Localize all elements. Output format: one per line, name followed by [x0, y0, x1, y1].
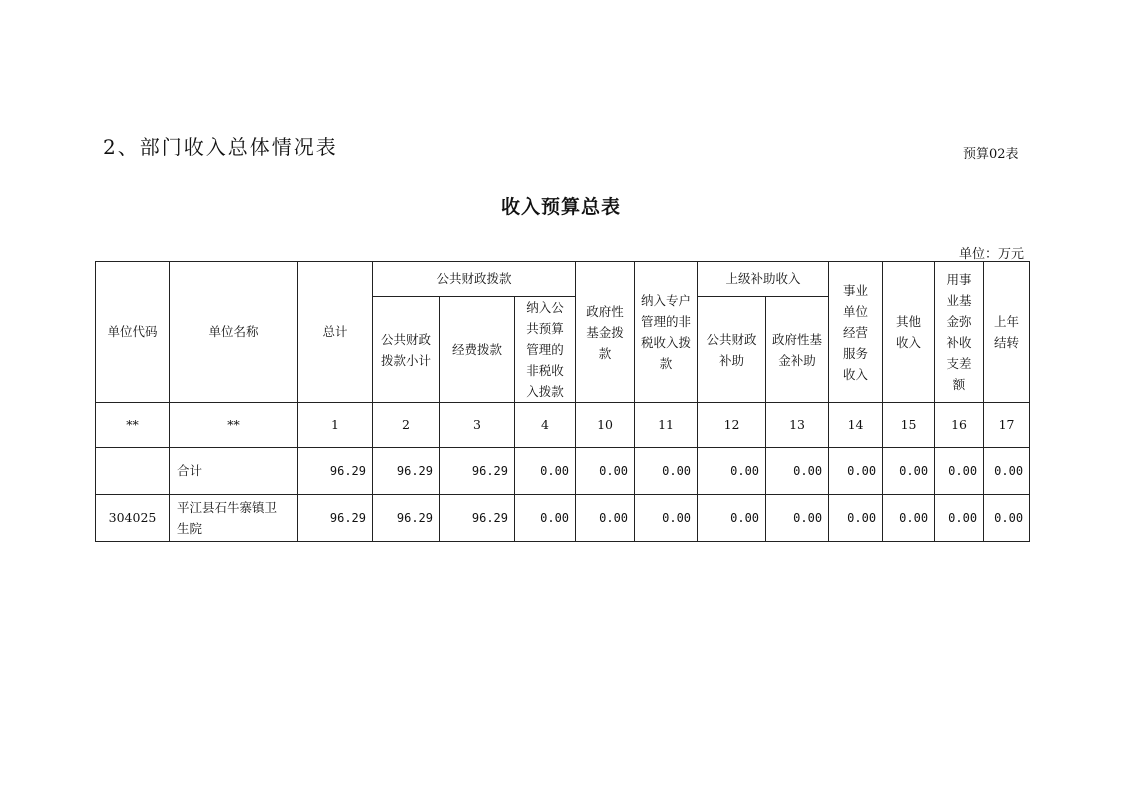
unit-code-cell	[96, 448, 170, 495]
header-total: 总计	[298, 262, 373, 403]
header-other-income: 其他收入	[883, 262, 935, 403]
unit-name-cell: 平江县石牛寨镇卫生院	[170, 495, 298, 542]
index-cell: 2	[373, 403, 440, 448]
value-cell: 0.00	[576, 448, 635, 495]
header-gov-fund: 政府性基金拨款	[576, 262, 635, 403]
header-unit-name: 单位名称	[170, 262, 298, 403]
index-cell: **	[96, 403, 170, 448]
header-funding: 经费拨款	[440, 297, 515, 403]
header-unit-code: 单位代码	[96, 262, 170, 403]
header-fund-offset: 用事业基金弥补收支差额	[935, 262, 984, 403]
value-cell: 0.00	[766, 448, 829, 495]
value-cell: 96.29	[298, 448, 373, 495]
value-cell: 96.29	[298, 495, 373, 542]
unit-code-cell: 304025	[96, 495, 170, 542]
header-superior-public: 公共财政补助	[698, 297, 766, 403]
value-cell: 0.00	[984, 495, 1030, 542]
value-cell: 0.00	[935, 495, 984, 542]
value-cell: 0.00	[698, 495, 766, 542]
index-cell: 3	[440, 403, 515, 448]
index-cell: **	[170, 403, 298, 448]
index-cell: 14	[829, 403, 883, 448]
section-title: 2、部门收入总体情况表	[103, 135, 338, 159]
header-superior-group: 上级补助收入	[698, 262, 829, 297]
index-cell: 15	[883, 403, 935, 448]
table-row-unit	[96, 495, 1030, 542]
value-cell: 0.00	[883, 448, 935, 495]
header-public-fiscal-group: 公共财政拨款	[373, 262, 576, 297]
value-cell: 0.00	[984, 448, 1030, 495]
unit-name-cell: 合计	[170, 448, 298, 495]
value-cell: 0.00	[883, 495, 935, 542]
column-index-row	[96, 403, 1030, 448]
value-cell: 96.29	[373, 495, 440, 542]
value-cell: 0.00	[515, 495, 576, 542]
form-number: 预算02表	[963, 147, 1019, 162]
header-non-tax: 纳入公共预算管理的非税收入拨款	[515, 297, 576, 403]
value-cell: 0.00	[766, 495, 829, 542]
value-cell: 0.00	[515, 448, 576, 495]
value-cell: 96.29	[440, 495, 515, 542]
page-title: 收入预算总表	[500, 196, 621, 218]
index-cell: 4	[515, 403, 576, 448]
value-cell: 0.00	[698, 448, 766, 495]
unit-label: 单位：万元	[958, 247, 1024, 262]
header-row-1	[96, 262, 1030, 297]
header-special-non-tax: 纳入专户管理的非税收入拨款	[635, 262, 698, 403]
value-cell: 0.00	[829, 448, 883, 495]
income-budget-table	[95, 261, 1030, 542]
index-cell: 17	[984, 403, 1030, 448]
index-cell: 11	[635, 403, 698, 448]
value-cell: 0.00	[635, 448, 698, 495]
header-superior-gov-fund: 政府性基金补助	[766, 297, 829, 403]
header-business-service: 事业单位经营服务收入	[829, 262, 883, 403]
value-cell: 0.00	[576, 495, 635, 542]
index-cell: 12	[698, 403, 766, 448]
header-public-fiscal-subtotal: 公共财政拨款小计	[373, 297, 440, 403]
header-carryover: 上年结转	[984, 262, 1030, 403]
index-cell: 16	[935, 403, 984, 448]
value-cell: 96.29	[373, 448, 440, 495]
index-cell: 10	[576, 403, 635, 448]
table-row-total	[96, 448, 1030, 495]
value-cell: 0.00	[829, 495, 883, 542]
value-cell: 0.00	[635, 495, 698, 542]
value-cell: 0.00	[935, 448, 984, 495]
value-cell: 96.29	[440, 448, 515, 495]
index-cell: 1	[298, 403, 373, 448]
index-cell: 13	[766, 403, 829, 448]
